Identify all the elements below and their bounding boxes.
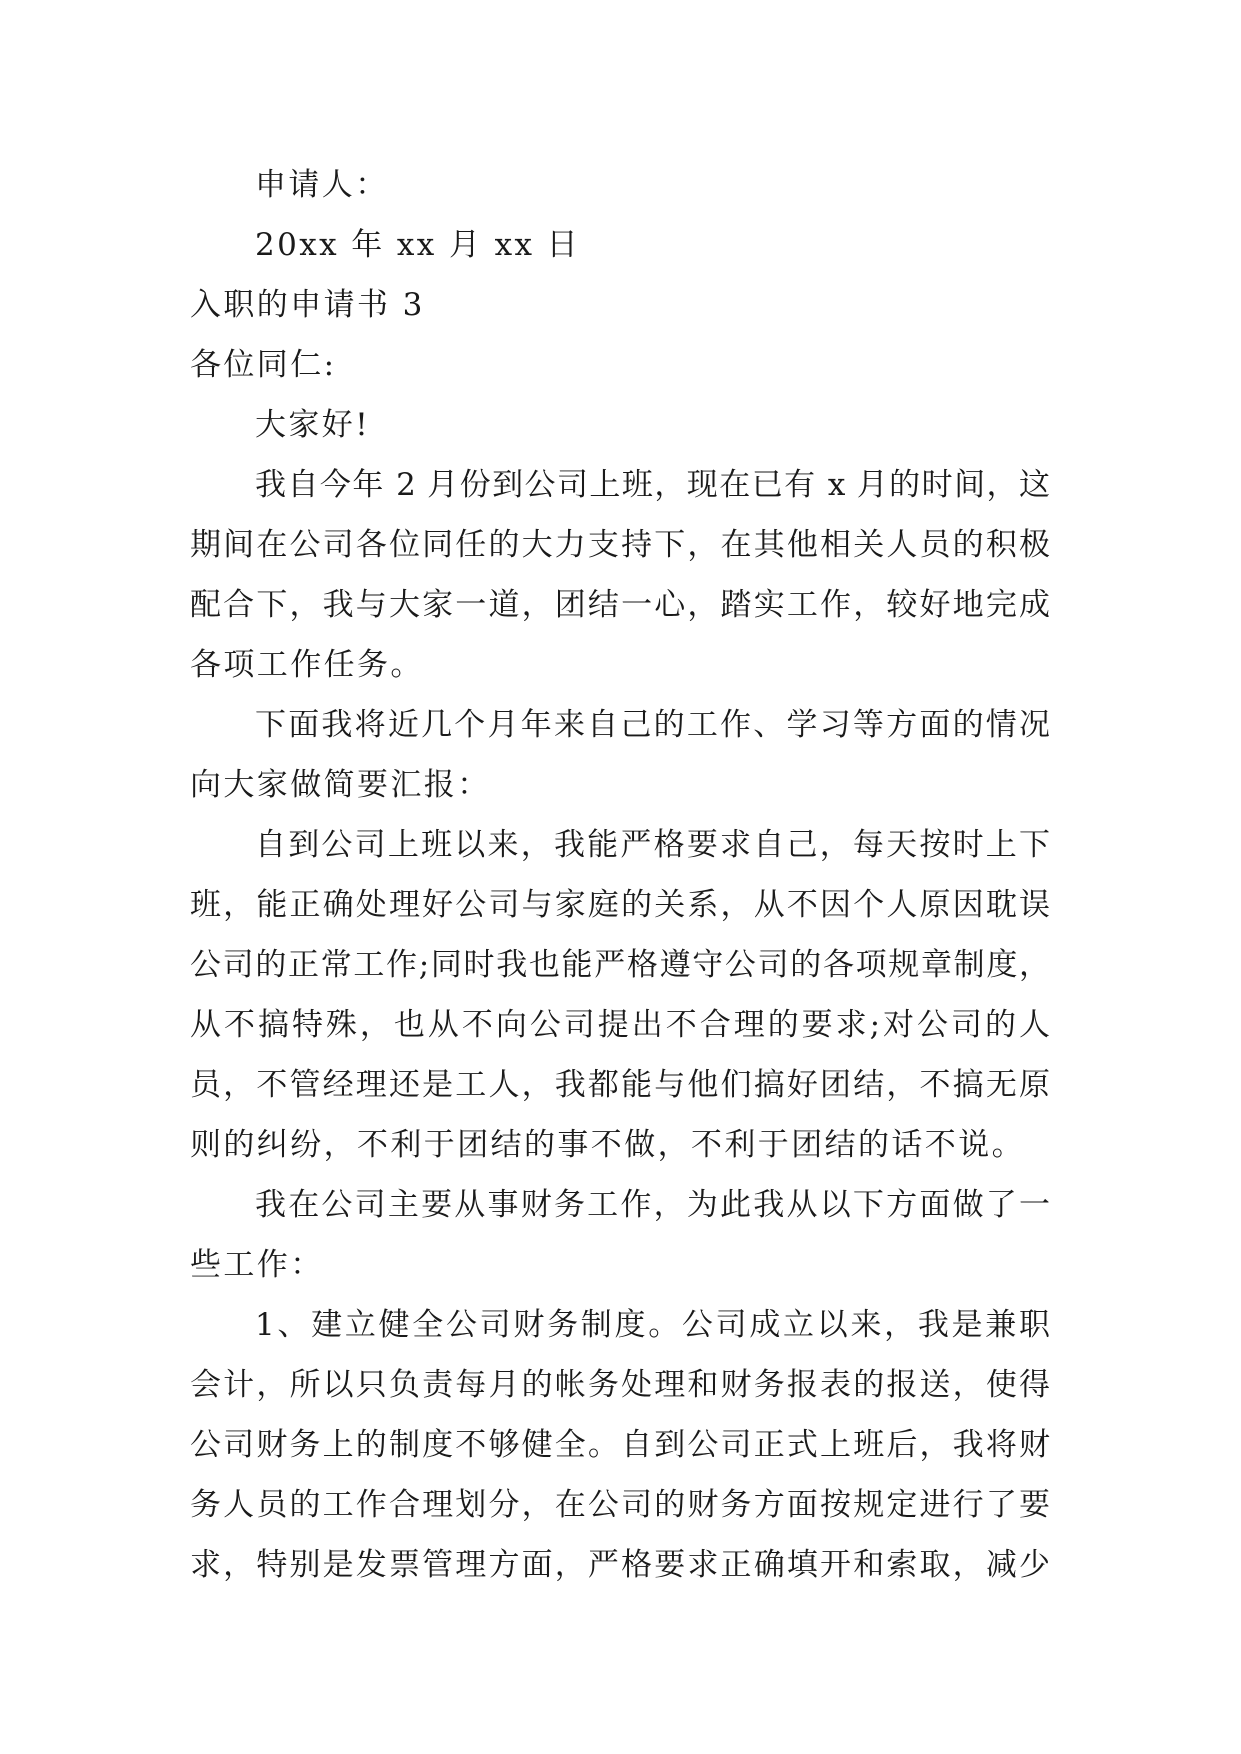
body-line: 班，能正确处理好公司与家庭的关系，从不因个人原因耽误 <box>190 887 1050 923</box>
body-line: 公司财务上的制度不够健全。自到公司正式上班后，我将财 <box>190 1427 1050 1463</box>
body-line: 向大家做简要汇报： <box>190 767 491 803</box>
date-line: 20xx 年 xx 月 xx 日 <box>255 227 581 263</box>
salutation: 各位同仁: <box>190 347 337 383</box>
body-line: 自到公司上班以来，我能严格要求自己，每天按时上下 <box>255 827 1050 863</box>
body-line: 会计，所以只负责每月的帐务处理和财务报表的报送，使得 <box>190 1367 1050 1403</box>
body-line: 期间在公司各位同任的大力支持下，在其他相关人员的积极 <box>190 527 1050 563</box>
body-line: 我在公司主要从事财务工作，为此我从以下方面做了一 <box>255 1187 1050 1223</box>
body-line: 务人员的工作合理划分，在公司的财务方面按规定进行了要 <box>190 1487 1050 1523</box>
applicant-label: 申请人： <box>255 167 389 203</box>
body-line: 配合下，我与大家一道，团结一心，踏实工作，较好地完成 <box>190 587 1050 623</box>
body-line: 从不搞特殊，也从不向公司提出不合理的要求;对公司的人 <box>190 1007 1050 1043</box>
greeting: 大家好! <box>255 407 371 443</box>
body-line: 公司的正常工作;同时我也能严格遵守公司的各项规章制度， <box>190 947 1050 983</box>
body-line: 求，特别是发票管理方面，严格要求正确填开和索取，减少 <box>190 1547 1050 1583</box>
body-line: 些工作： <box>190 1247 324 1283</box>
body-line: 各项工作任务。 <box>190 647 424 683</box>
body-line: 则的纠纷，不利于团结的事不做，不利于团结的话不说。 <box>190 1127 1025 1163</box>
body-line: 1、建立健全公司财务制度。公司成立以来，我是兼职 <box>255 1307 1050 1343</box>
body-line: 我自今年 2 月份到公司上班，现在已有 x 月的时间，这 <box>255 467 1050 503</box>
section-title: 入职的申请书 3 <box>190 287 425 323</box>
body-line: 下面我将近几个月年来自己的工作、学习等方面的情况 <box>255 707 1050 743</box>
body-line: 员，不管经理还是工人，我都能与他们搞好团结，不搞无原 <box>190 1067 1050 1103</box>
